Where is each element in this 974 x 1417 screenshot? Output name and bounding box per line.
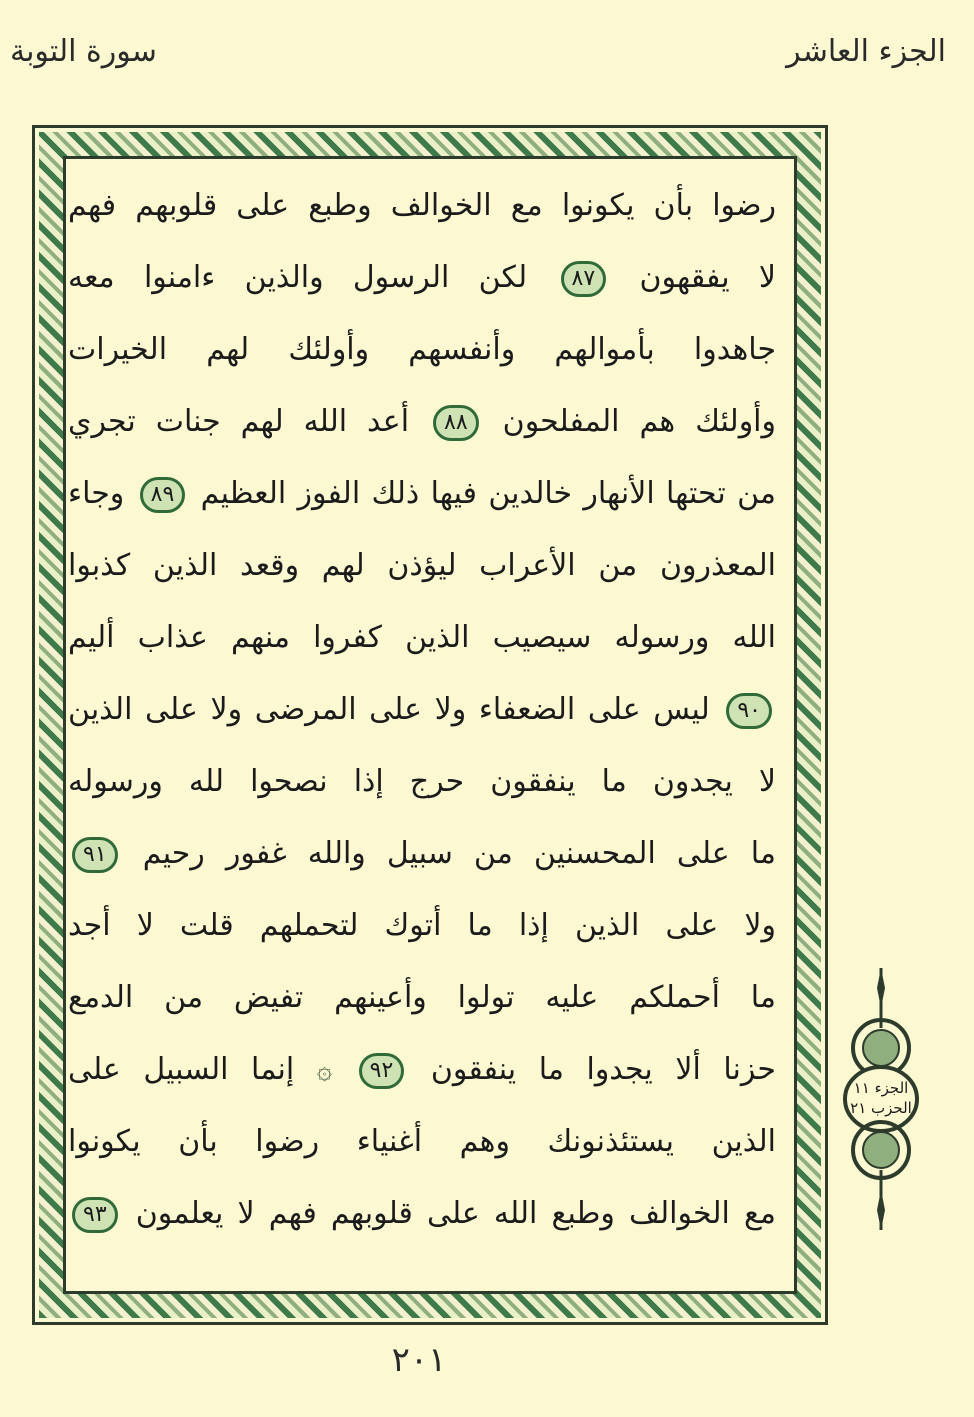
text-line: [68, 1114, 776, 1170]
text-line: [68, 394, 776, 450]
verse-text: لا يجدون ما ينفقون حرج إذا نصحوا لله ورسوله: [68, 764, 776, 799]
text-line: [68, 1042, 776, 1098]
verse-text: حزنا ألا يجدوا ما ينفقون: [430, 1052, 776, 1087]
text-line: [68, 826, 776, 882]
text-line: [68, 178, 776, 234]
verse-text: لكن الرسول والذين ءامنوا معه: [68, 260, 528, 295]
text-line: [68, 250, 776, 306]
ayah-number-marker: ٩٠: [726, 693, 772, 729]
text-line: [68, 898, 776, 954]
verse-text: إنما السبيل على: [68, 1052, 295, 1087]
text-line: [68, 610, 776, 666]
ayah-number-marker: ٩٣: [72, 1197, 118, 1233]
text-line: [68, 970, 776, 1026]
text-line: [68, 682, 776, 738]
verse-text: ليس على الضعفاء ولا على المرضى ولا على الذين: [68, 692, 710, 727]
verse-text: وأولئك هم المفلحون: [502, 404, 776, 439]
verse-text: وجاء: [68, 476, 125, 511]
juz-title: الجزء العاشر: [786, 34, 946, 69]
text-line: [68, 322, 776, 378]
verse-text: ولا على الذين إذا ما أتوك لتحملهم قلت لا أجد: [68, 908, 776, 943]
marker-text: [850, 1078, 912, 1118]
rub-el-hizb-icon: ۞: [316, 1055, 333, 1086]
ayah-number-marker: ٩١: [72, 837, 118, 873]
verse-text: مع الخوالف وطبع الله على قلوبهم فهم لا يعلمون: [135, 1196, 776, 1231]
verse-text: أعد الله لهم جنات تجري: [68, 404, 410, 439]
verse-text: لا يفقهون: [639, 260, 776, 295]
marker-hizb-label: الحزب ٢١: [850, 1099, 912, 1117]
verse-text: من تحتها الأنهار خالدين فيها ذلك الفوز العظيم: [200, 476, 776, 511]
quran-text: [68, 178, 776, 1258]
ayah-number-marker: ٨٨: [433, 405, 479, 441]
text-line: [68, 538, 776, 594]
verse-text: الله ورسوله سيصيب الذين كفروا منهم عذاب أليم: [68, 620, 776, 655]
verse-text: رضوا بأن يكونوا مع الخوالف وطبع على قلوبهم فهم: [68, 188, 776, 223]
verse-text: جاهدوا بأموالهم وأنفسهم وأولئك لهم الخيرات: [68, 332, 776, 367]
ayah-number-marker: ٩٢: [359, 1053, 405, 1089]
verse-text: ما على المحسنين من سبيل والله غفور رحيم: [142, 836, 776, 871]
surah-title: سورة التوبة: [10, 34, 157, 69]
text-line: [68, 466, 776, 522]
marker-juz-label: الجزء ١١: [853, 1079, 909, 1097]
ayah-number-marker: ٨٧: [561, 261, 607, 297]
text-line: [68, 754, 776, 810]
verse-text: المعذرون من الأعراب ليؤذن لهم وقعد الذين كذبوا: [68, 548, 776, 583]
verse-text: الذين يستئذنونك وهم أغنياء رضوا بأن يكونوا: [68, 1124, 776, 1159]
verse-text: ما أحملكم عليه تولوا وأعينهم تفيض من الدمع: [68, 980, 776, 1015]
page-number: ٢٠١: [391, 1340, 447, 1380]
ayah-number-marker: ٨٩: [140, 477, 186, 513]
text-line: [68, 1186, 776, 1242]
